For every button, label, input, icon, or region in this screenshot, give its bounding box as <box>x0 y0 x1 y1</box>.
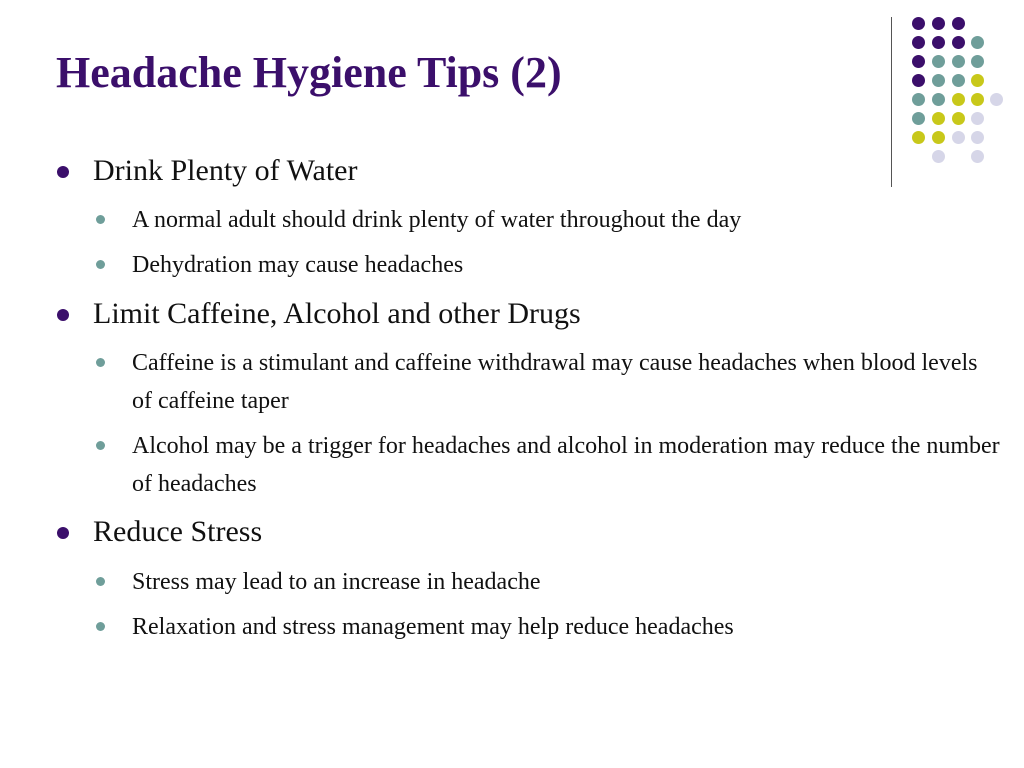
decorative-dot <box>932 93 945 106</box>
sub-bullet-item: Alcohol may be a trigger for headaches and alcohol in moderation may reduce the number of headaches <box>132 433 1000 497</box>
decorative-dot <box>932 55 945 68</box>
bullet-item-limit-caffeine: Limit Caffeine, Alcohol and other Drugs <box>93 297 581 330</box>
decorative-dot <box>971 131 984 144</box>
decorative-dot <box>952 93 965 106</box>
decorative-dot <box>912 55 925 68</box>
bullet-marker-icon <box>57 166 69 178</box>
decorative-dot <box>932 74 945 87</box>
decorative-dot <box>952 36 965 49</box>
decorative-dot <box>912 112 925 125</box>
decorative-dot <box>932 17 945 30</box>
decorative-dot <box>932 150 945 163</box>
decorative-dot <box>912 36 925 49</box>
sub-bullet-item: Stress may lead to an increase in headache <box>132 569 541 595</box>
bullet-item-reduce-stress: Reduce Stress <box>93 515 263 548</box>
decorative-dot <box>912 74 925 87</box>
sub-bullet-marker-icon <box>96 577 105 586</box>
decorative-dot <box>952 17 965 30</box>
decorative-dot <box>990 93 1003 106</box>
bullet-marker-icon <box>57 527 69 539</box>
decorative-dot <box>971 150 984 163</box>
decorative-dot <box>912 17 925 30</box>
sub-bullet-marker-icon <box>96 260 105 269</box>
decorative-dot <box>932 112 945 125</box>
sub-bullet-marker-icon <box>96 622 105 631</box>
decorative-dot <box>932 36 945 49</box>
sub-bullet-item: Caffeine is a stimulant and caffeine withdrawal may cause headaches when blood levels of caffeine taper <box>132 350 978 414</box>
sub-bullet-item: A normal adult should drink plenty of water throughout the day <box>132 207 742 233</box>
decorative-dot <box>952 112 965 125</box>
decorative-dot <box>971 55 984 68</box>
sub-bullet-marker-icon <box>96 358 105 367</box>
decorative-dot <box>952 131 965 144</box>
decorative-dot <box>912 93 925 106</box>
sub-bullet-marker-icon <box>96 441 105 450</box>
decorative-dot <box>971 112 984 125</box>
title-divider-line <box>891 17 892 187</box>
decorative-dot <box>971 93 984 106</box>
bullet-marker-icon <box>57 309 69 321</box>
decorative-dot <box>912 131 925 144</box>
slide-title: Headache Hygiene Tips (2) <box>56 48 562 97</box>
sub-bullet-marker-icon <box>96 215 105 224</box>
decorative-dot <box>932 131 945 144</box>
decorative-dot <box>971 74 984 87</box>
decorative-dot <box>971 36 984 49</box>
decorative-dot <box>952 55 965 68</box>
decorative-dot <box>952 74 965 87</box>
bullet-item-drink-water: Drink Plenty of Water <box>93 154 358 187</box>
sub-bullet-item: Relaxation and stress management may help reduce headaches <box>132 614 734 640</box>
sub-bullet-item: Dehydration may cause headaches <box>132 252 464 278</box>
